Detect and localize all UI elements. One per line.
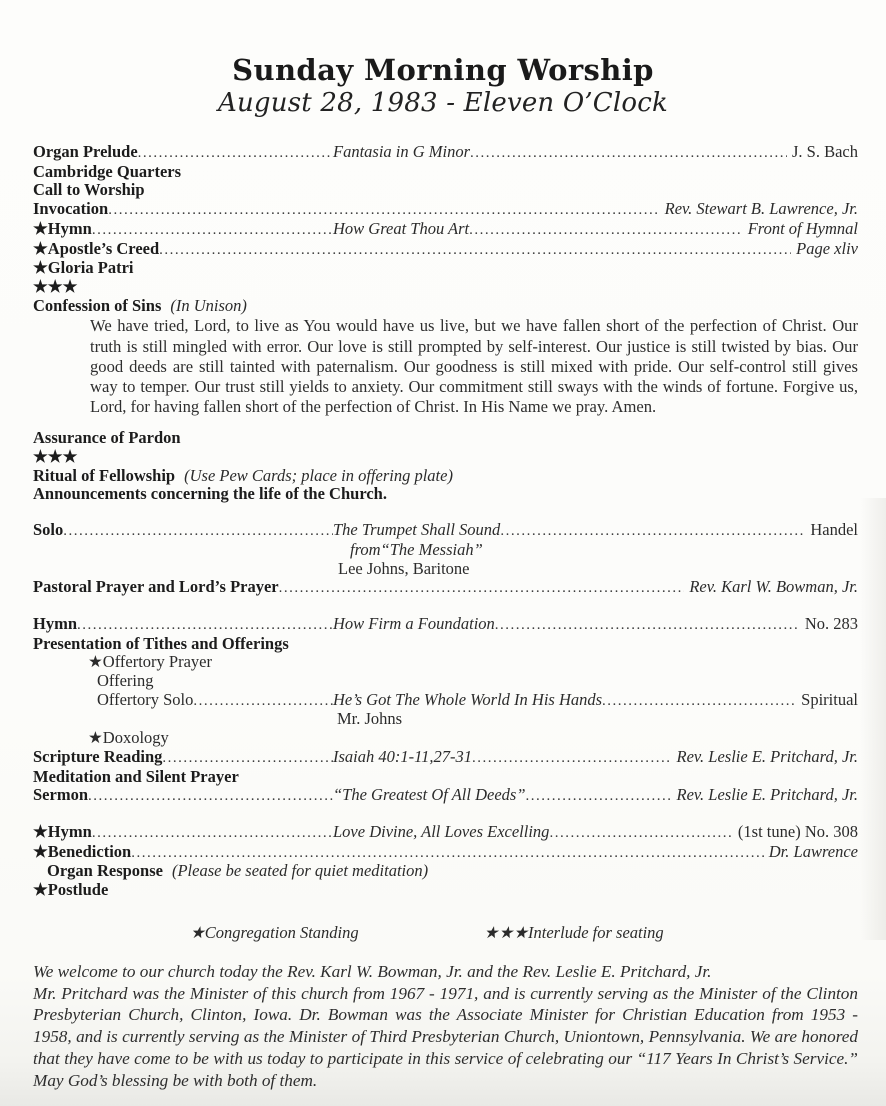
item-label: ★Benediction: [33, 841, 132, 861]
work-title: The Trumpet Shall Sound: [333, 520, 501, 540]
program-line-invocation: [33, 200, 858, 220]
order-of-worship: [33, 143, 858, 900]
item-label: ★Gloria Patri: [33, 258, 134, 278]
leader-dots: [470, 143, 787, 163]
leader-dots: [92, 220, 333, 240]
program-line-meditation: [33, 768, 858, 787]
confession-paragraph: We have tried, Lord, to live as You would have us live, but we have fallen short of the perfection of Christ. Our truth is still mingled with error. Our love is still prompted by self-interest. Our justice is still twisted by bias. Our good deeds are still tainted with paternalism. Our goodness is still mixed with pride. Our self-control still gives way to temper. Our trust still yields to anxiety. Our commitment still sways with the winds of fortune. Forgive us, Lord, for having fallen short of the perfection of Christ. In His Name we pray. Amen.: [90, 316, 858, 417]
item-label: ★Postlude: [33, 880, 109, 900]
program-line-confession-heading: [33, 297, 858, 316]
item-note: (Please be seated for quiet meditation): [171, 861, 429, 881]
leader-dots: [77, 615, 333, 635]
leader-dots: [162, 748, 333, 768]
leader-dots: [472, 748, 672, 768]
leader-dots: [159, 240, 791, 260]
leader-dots: [500, 521, 805, 541]
leader-dots: [469, 220, 743, 240]
leader-dots: [495, 615, 800, 635]
offertory-soloist-line: Mr. Johns: [337, 709, 403, 729]
leader-dots: [279, 578, 685, 598]
program-line-cambridge-quarters: [33, 163, 858, 182]
item-label: Invocation: [33, 199, 109, 219]
solo-source-line: from“The Messiah”: [350, 539, 483, 559]
work-title: How Firm a Foundation: [333, 613, 495, 633]
program-line-presentation: [33, 635, 858, 654]
leader-dots: [63, 521, 333, 541]
header: [0, 54, 886, 119]
leader-dots: [602, 691, 796, 711]
soloist-line: Lee Johns, Baritone: [338, 558, 470, 578]
interlude-note: ★★★Interlude for seating: [483, 922, 664, 942]
program-line-benediction: [33, 843, 858, 863]
credit-text: Page xliv: [796, 238, 858, 258]
item-label: Ritual of Fellowship: [33, 465, 176, 485]
item-label: Presentation of Tithes and Offerings: [33, 633, 289, 653]
leader-dots: [88, 786, 333, 806]
credit-text: Front of Hymnal: [747, 218, 858, 238]
offering-line: Offering: [97, 671, 154, 691]
item-note: (In Unison): [170, 295, 247, 315]
item-label: ★Apostle’s Creed: [33, 238, 160, 258]
credit-text: Rev. Leslie E. Pritchard, Jr.: [676, 746, 858, 766]
credit-text: Rev. Stewart B. Lawrence, Jr.: [664, 199, 858, 219]
program-line-organ-response: [33, 862, 858, 881]
item-label: Confession of Sins: [33, 295, 162, 315]
work-title: Isaiah 40:1-11,27-31: [333, 746, 473, 766]
page-subtitle: August 28, 1983 - Eleven O’Clock: [218, 88, 668, 118]
program-line-offertory-solo: [33, 691, 858, 711]
item-label: Offertory Solo: [97, 690, 194, 709]
work-title: Fantasia in G Minor: [333, 142, 471, 161]
item-label: ★Hymn: [33, 823, 92, 841]
program-line-apostles-creed: [33, 240, 858, 260]
item-label: Cambridge Quarters: [33, 161, 182, 181]
item-note: (Use Pew Cards; place in offering plate): [184, 465, 453, 485]
work-title: He’s Got The Whole World In His Hands: [333, 689, 603, 709]
leader-dots: [526, 786, 672, 806]
work-title: How Great Thou Art: [333, 218, 470, 238]
program-line-assurance: [33, 429, 858, 448]
program-line-hymn-2: [33, 615, 858, 635]
item-label: Scripture Reading: [33, 747, 163, 766]
leader-dots: [193, 691, 333, 711]
program-line-pastoral-prayer: [33, 578, 858, 598]
item-label: Pastoral Prayer and Lord’s Prayer: [33, 577, 279, 597]
stars-marker: ★★★: [33, 276, 78, 296]
leader-dots: [108, 200, 659, 220]
page-title: Sunday Morning Worship: [232, 53, 654, 87]
leader-dots: [131, 843, 764, 863]
program-line-call-to-worship: [33, 181, 858, 200]
credit-text: (1st tune) No. 308: [737, 822, 858, 841]
program-line-solo: [33, 521, 858, 541]
legend: [33, 923, 858, 942]
item-label: Sermon: [33, 786, 88, 805]
credit-text: Rev. Karl W. Bowman, Jr.: [689, 577, 858, 597]
work-title: Love Divine, All Loves Excelling: [333, 822, 550, 841]
item-label: Assurance of Pardon: [33, 428, 181, 448]
item-label: Solo: [33, 521, 64, 540]
credit-text: Spiritual: [801, 689, 858, 709]
program-line-ritual-of-fellowship: [33, 467, 858, 486]
leader-dots: [92, 823, 333, 843]
program-line-postlude: [33, 881, 858, 900]
program-line-gloria-patri: [33, 259, 858, 278]
offertory-prayer-line: ★Offertory Prayer: [88, 652, 212, 672]
welcome-intro: We welcome to our church today the Rev. Karl W. Bowman, Jr. and the Rev. Leslie E. Pritchard, Jr.: [33, 961, 712, 981]
welcome-section: [33, 961, 858, 1092]
credit-text: No. 283: [804, 613, 858, 633]
welcome-body: Mr. Pritchard was the Minister of this church from 1967 - 1971, and is currently serving as the Minister of the Clinton Presbyterian Church, Clinton, Iowa. Dr. Bowman was the Associate Minister for Christian Education from 1953 - 1958, and is currently serving as the Minister of Third Presbyterian Church, Uniontown, Pennsylvania. We are honored that they have come to be with us today to participate in this service of celebrating our “117 Years In Christ’s Service.” May God’s blessing be with both of them.: [33, 983, 858, 1090]
credit-text: Handel: [810, 520, 858, 540]
program-line-announcements: [33, 485, 858, 504]
work-title: “The Greatest Of All Deeds”: [333, 785, 526, 805]
credit-text: Dr. Lawrence: [768, 841, 858, 861]
item-label: Announcements concerning the life of the Church.: [33, 484, 387, 504]
item-label: Call to Worship: [33, 180, 145, 200]
program-line-organ-prelude: [33, 143, 858, 163]
program-line-interlude-stars: [33, 448, 858, 467]
congregation-standing-note: ★Congregation Standing: [190, 922, 359, 942]
program-line-sermon: [33, 786, 858, 806]
item-label: Hymn: [33, 614, 78, 633]
program-line-interlude-stars: [33, 278, 858, 297]
stars-marker: ★★★: [33, 447, 78, 467]
program-line-hymn-1: [33, 220, 858, 240]
leader-dots: [549, 823, 732, 843]
program-line-scripture-reading: [33, 748, 858, 768]
item-label: Meditation and Silent Prayer: [33, 766, 239, 786]
item-label: Organ Response: [47, 861, 163, 881]
item-label: Organ Prelude: [33, 143, 138, 161]
leader-dots: [138, 143, 333, 163]
doxology-line: ★Doxology: [88, 728, 169, 748]
credit-text: J. S. Bach: [792, 142, 858, 161]
credit-text: Rev. Leslie E. Pritchard, Jr.: [676, 785, 858, 805]
item-label: ★Hymn: [33, 219, 92, 238]
program-line-hymn-3: [33, 823, 858, 843]
